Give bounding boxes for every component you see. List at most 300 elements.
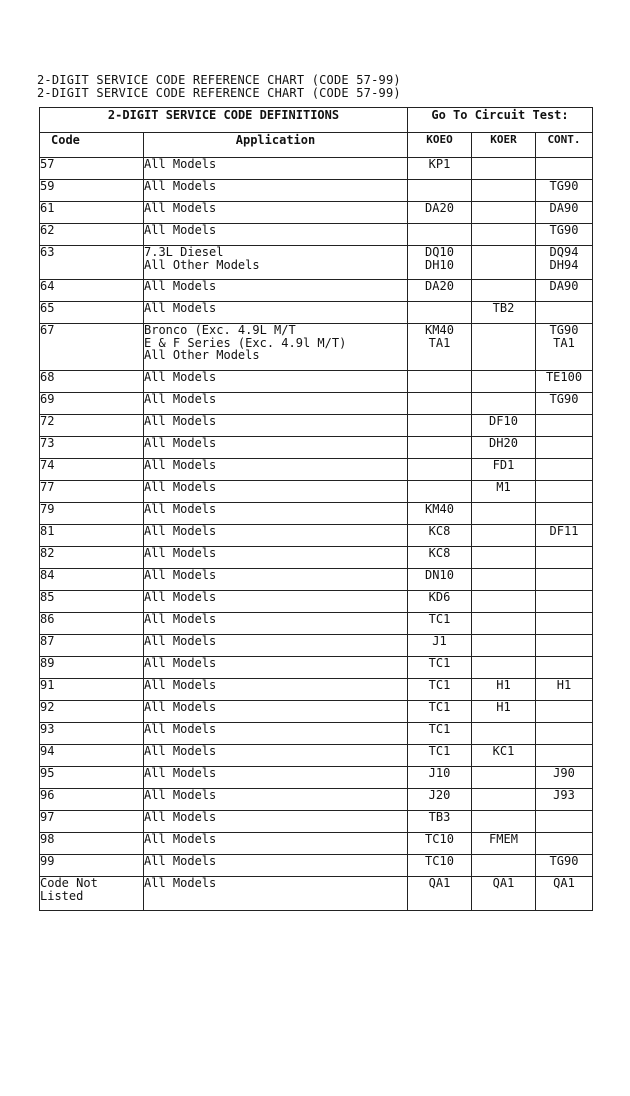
koer-cell: [472, 613, 536, 635]
code-cell: [40, 503, 144, 525]
cont-cell: [536, 877, 593, 911]
code-cell-text: 93: [40, 722, 55, 736]
table-row: [40, 459, 593, 481]
code-cell: [40, 635, 144, 657]
koeo-cell-text: TC1: [428, 612, 451, 626]
application-cell: [144, 246, 408, 280]
application-cell-text: All Models: [144, 832, 217, 846]
code-cell: [40, 224, 144, 246]
application-cell: [144, 481, 408, 503]
application-cell-text: Bronco (Exc. 4.9L M/T: [144, 323, 296, 337]
table-row: [40, 525, 593, 547]
koer-cell: [472, 158, 536, 180]
code-cell: [40, 180, 144, 202]
application-cell-text: E & F Series (Exc. 4.9l M/T): [144, 335, 347, 350]
code-column-header: Code: [40, 133, 144, 158]
cont-cell-text: TG90: [549, 854, 579, 868]
koeo-cell-text: KC8: [428, 546, 451, 560]
table-row: [40, 613, 593, 635]
koeo-cell-text: J10: [428, 766, 451, 780]
table-row: [40, 246, 593, 280]
code-cell: [40, 459, 144, 481]
code-cell-text: 79: [40, 502, 55, 516]
cont-cell: [536, 459, 593, 481]
cont-cell-text: DA90: [549, 279, 579, 293]
table-row: [40, 723, 593, 745]
code-cell: [40, 613, 144, 635]
koeo-cell-text: QA1: [428, 876, 451, 890]
code-cell: [40, 437, 144, 459]
cont-cell: [536, 833, 593, 855]
koeo-cell: [408, 679, 472, 701]
code-cell-text: 84: [40, 568, 55, 582]
koeo-cell-text: DH10: [425, 257, 454, 272]
koeo-cell: [408, 745, 472, 767]
koeo-cell: [408, 657, 472, 679]
cont-cell-text: DF11: [549, 524, 579, 538]
code-cell-text: 64: [40, 279, 55, 293]
koeo-cell: [408, 415, 472, 437]
code-cell: [40, 877, 144, 911]
koer-cell: [472, 180, 536, 202]
cont-cell-text: TG90: [549, 179, 579, 193]
code-cell-text: Code Not: [40, 876, 98, 890]
application-cell-text: All Models: [144, 700, 217, 714]
koeo-cell-text: TC1: [428, 722, 451, 736]
koer-cell-text: KC1: [492, 744, 515, 758]
koeo-cell-text: KD6: [428, 590, 451, 604]
code-cell: [40, 679, 144, 701]
service-code-table: [39, 107, 593, 911]
koer-cell-text: DF10: [489, 414, 518, 428]
code-cell-text: 85: [40, 590, 55, 604]
table-row: [40, 158, 593, 180]
table-row: [40, 481, 593, 503]
code-cell-text: 82: [40, 546, 55, 560]
koeo-cell-text: TC1: [428, 656, 451, 670]
code-cell-text: 87: [40, 634, 55, 648]
koer-cell-text: TB2: [492, 301, 515, 315]
koeo-cell: [408, 437, 472, 459]
koeo-cell-text: DA20: [425, 279, 454, 293]
cont-cell: [536, 789, 593, 811]
code-cell: [40, 280, 144, 302]
koeo-cell-text: J20: [428, 788, 451, 802]
koer-cell: [472, 811, 536, 833]
koer-cell-text: QA1: [492, 876, 515, 890]
koeo-cell-text: KM40: [425, 323, 454, 337]
cont-cell: [536, 371, 593, 393]
table-row: [40, 180, 593, 202]
application-cell-text: All Models: [144, 634, 217, 648]
cont-cell-text: DH94: [549, 257, 579, 272]
application-cell-text: All Models: [144, 436, 217, 450]
koer-cell: [472, 679, 536, 701]
application-cell: [144, 767, 408, 789]
cont-cell: [536, 324, 593, 371]
code-cell: [40, 371, 144, 393]
application-cell: [144, 393, 408, 415]
application-cell: [144, 701, 408, 723]
application-cell: [144, 723, 408, 745]
cont-cell: [536, 569, 593, 591]
koeo-cell: [408, 459, 472, 481]
code-cell: [40, 324, 144, 371]
koer-cell-text: FMEM: [489, 832, 518, 846]
chart-title: 2-DIGIT SERVICE CODE REFERENCE CHART (CODE 57-99): [37, 73, 401, 87]
koer-cell: [472, 855, 536, 877]
goto-circuit-header: Go To Circuit Test:: [408, 108, 593, 133]
application-cell-text: All Models: [144, 612, 217, 626]
koer-cell: [472, 789, 536, 811]
application-cell: [144, 591, 408, 613]
chart-title: 2-DIGIT SERVICE CODE REFERENCE CHART (CODE 57-99): [37, 86, 401, 100]
cont-cell: [536, 481, 593, 503]
code-cell-text: 94: [40, 744, 55, 758]
code-cell-text: 89: [40, 656, 55, 670]
code-cell-text: 61: [40, 201, 55, 215]
cont-cell: [536, 246, 593, 280]
koeo-cell: [408, 701, 472, 723]
koeo-column-header: KOEO: [408, 133, 472, 158]
cont-cell-text: DA90: [549, 201, 579, 215]
cont-cell: [536, 701, 593, 723]
koer-cell: [472, 393, 536, 415]
cont-cell: [536, 437, 593, 459]
koeo-cell-text: TA1: [428, 335, 451, 350]
application-cell: [144, 833, 408, 855]
application-cell-text: All Models: [144, 502, 217, 516]
cont-cell: [536, 811, 593, 833]
code-cell: [40, 302, 144, 324]
koeo-cell-text: TC1: [428, 678, 451, 692]
koer-cell-text: FD1: [492, 458, 515, 472]
application-cell-text: All Models: [144, 370, 217, 384]
code-cell: [40, 767, 144, 789]
cont-cell-text: TG90: [549, 223, 579, 237]
cont-cell: [536, 547, 593, 569]
koer-cell: [472, 324, 536, 371]
application-cell: [144, 745, 408, 767]
koeo-cell: [408, 302, 472, 324]
koer-cell-text: M1: [496, 480, 511, 494]
koeo-cell: [408, 503, 472, 525]
application-cell-text: All Models: [144, 279, 217, 293]
koer-cell: [472, 525, 536, 547]
application-cell-text: All Models: [144, 546, 217, 560]
application-cell-text: All Models: [144, 656, 217, 670]
koer-cell: [472, 503, 536, 525]
cont-cell-text: TA1: [553, 335, 575, 350]
application-cell-text: All Models: [144, 876, 217, 890]
koeo-cell: [408, 525, 472, 547]
koeo-cell: [408, 811, 472, 833]
code-cell: [40, 789, 144, 811]
koeo-cell-text: DN10: [425, 568, 454, 582]
koer-cell: [472, 202, 536, 224]
table-row: [40, 324, 593, 371]
koeo-cell-text: KM40: [425, 502, 454, 516]
table-row: [40, 657, 593, 679]
table-row: [40, 701, 593, 723]
koeo-cell-text: TC10: [425, 854, 454, 868]
application-cell-text: 7.3L Diesel: [144, 245, 224, 259]
koeo-cell-text: DA20: [425, 201, 454, 215]
code-cell: [40, 481, 144, 503]
application-cell: [144, 547, 408, 569]
table-row: [40, 767, 593, 789]
table-row: [40, 371, 593, 393]
cont-cell-text: J90: [553, 766, 575, 780]
application-cell: [144, 437, 408, 459]
application-cell: [144, 302, 408, 324]
koeo-cell: [408, 371, 472, 393]
application-cell: [144, 811, 408, 833]
code-cell: [40, 158, 144, 180]
cont-cell: [536, 224, 593, 246]
application-cell: [144, 657, 408, 679]
table-row: [40, 679, 593, 701]
code-cell: [40, 745, 144, 767]
koeo-cell: [408, 767, 472, 789]
cont-cell: [536, 202, 593, 224]
koeo-cell-text: KC8: [428, 524, 451, 538]
cont-column-header: CONT.: [536, 133, 593, 158]
koeo-cell: [408, 635, 472, 657]
koeo-cell-text: KP1: [428, 157, 451, 171]
code-cell-text: 74: [40, 458, 55, 472]
code-cell-text: 86: [40, 612, 55, 626]
cont-cell: [536, 679, 593, 701]
code-cell-text: 96: [40, 788, 55, 802]
definitions-header: 2-DIGIT SERVICE CODE DEFINITIONS: [40, 108, 408, 133]
koer-cell: [472, 280, 536, 302]
cont-cell: [536, 302, 593, 324]
code-cell: [40, 525, 144, 547]
application-cell: [144, 503, 408, 525]
table-row: [40, 393, 593, 415]
application-cell: [144, 324, 408, 371]
application-cell: [144, 158, 408, 180]
koer-cell: [472, 415, 536, 437]
code-cell-text: 91: [40, 678, 55, 692]
code-cell: [40, 591, 144, 613]
koer-cell-text: H1: [496, 678, 511, 692]
koeo-cell: [408, 158, 472, 180]
application-cell-text: All Models: [144, 722, 217, 736]
application-cell-text: All Models: [144, 157, 217, 171]
application-cell-text: All Models: [144, 201, 217, 215]
application-cell-text: All Models: [144, 179, 217, 193]
application-cell: [144, 877, 408, 911]
koer-cell: [472, 371, 536, 393]
koeo-cell-text: TC1: [428, 744, 451, 758]
code-cell: [40, 811, 144, 833]
application-cell: [144, 202, 408, 224]
cont-cell: [536, 635, 593, 657]
koeo-cell: [408, 481, 472, 503]
cont-cell-text: TE100: [545, 370, 583, 384]
code-cell-text: 81: [40, 524, 55, 538]
code-cell: [40, 701, 144, 723]
application-cell: [144, 525, 408, 547]
koeo-cell: [408, 591, 472, 613]
code-cell: [40, 415, 144, 437]
table-row: [40, 280, 593, 302]
koeo-cell-text: DQ10: [425, 245, 454, 259]
koer-cell: [472, 459, 536, 481]
code-cell: [40, 393, 144, 415]
application-cell-text: All Models: [144, 810, 217, 824]
koer-cell: [472, 723, 536, 745]
cont-cell: [536, 280, 593, 302]
koer-cell: [472, 745, 536, 767]
application-cell: [144, 789, 408, 811]
application-cell: [144, 569, 408, 591]
code-cell: [40, 569, 144, 591]
koeo-cell: [408, 246, 472, 280]
application-cell: [144, 459, 408, 481]
application-cell-text: All Models: [144, 392, 217, 406]
cont-cell-text: TG90: [549, 392, 579, 406]
koer-cell: [472, 302, 536, 324]
code-cell: [40, 855, 144, 877]
cont-cell-text: H1: [556, 678, 572, 692]
table-row: [40, 811, 593, 833]
cont-cell: [536, 503, 593, 525]
koer-cell: [472, 569, 536, 591]
code-cell-text: 59: [40, 179, 55, 193]
code-cell-text: 99: [40, 854, 55, 868]
table-row: [40, 745, 593, 767]
application-cell-text: All Models: [144, 458, 217, 472]
code-cell: [40, 723, 144, 745]
cont-cell-text: J93: [553, 788, 575, 802]
table-row: [40, 635, 593, 657]
code-cell-text: 73: [40, 436, 55, 450]
code-cell-text: 97: [40, 810, 55, 824]
koeo-cell: [408, 613, 472, 635]
koeo-cell: [408, 789, 472, 811]
cont-cell: [536, 415, 593, 437]
koer-cell: [472, 547, 536, 569]
table-row: [40, 789, 593, 811]
koer-column-header: KOER: [472, 133, 536, 158]
application-cell-text: All Models: [144, 301, 217, 315]
cont-cell: [536, 657, 593, 679]
koer-cell: [472, 833, 536, 855]
cont-cell: [536, 158, 593, 180]
koer-cell: [472, 437, 536, 459]
application-cell: [144, 679, 408, 701]
code-cell-text: 63: [40, 245, 55, 259]
cont-cell: [536, 393, 593, 415]
code-cell-text: 68: [40, 370, 55, 384]
application-cell-text: All Other Models: [144, 348, 260, 362]
table-row: [40, 833, 593, 855]
application-cell: [144, 180, 408, 202]
code-cell-text: 72: [40, 414, 55, 428]
koeo-cell: [408, 202, 472, 224]
cont-cell-text: TG90: [549, 323, 579, 337]
cont-cell: [536, 745, 593, 767]
code-cell-text: 95: [40, 766, 55, 780]
code-cell: [40, 833, 144, 855]
application-cell-text: All Models: [144, 568, 217, 582]
application-cell-text: All Models: [144, 854, 217, 868]
table-row: [40, 591, 593, 613]
cont-cell: [536, 525, 593, 547]
koeo-cell-text: TC1: [428, 700, 451, 714]
application-cell: [144, 415, 408, 437]
cont-cell: [536, 180, 593, 202]
application-cell-text: All Models: [144, 788, 217, 802]
cont-cell: [536, 855, 593, 877]
koeo-cell: [408, 280, 472, 302]
koeo-cell: [408, 723, 472, 745]
application-cell: [144, 280, 408, 302]
koer-cell: [472, 877, 536, 911]
koer-cell: [472, 767, 536, 789]
table-row: [40, 202, 593, 224]
koeo-cell-text: TC10: [425, 832, 454, 846]
koer-cell: [472, 224, 536, 246]
code-cell: [40, 246, 144, 280]
koer-cell-text: DH20: [489, 436, 518, 450]
code-cell: [40, 657, 144, 679]
chart-titles: [37, 74, 401, 100]
code-cell-text: 69: [40, 392, 55, 406]
koer-cell: [472, 246, 536, 280]
koer-cell-text: H1: [496, 700, 511, 714]
koeo-cell: [408, 833, 472, 855]
koer-cell: [472, 481, 536, 503]
koer-cell: [472, 701, 536, 723]
koeo-cell: [408, 224, 472, 246]
cont-cell: [536, 613, 593, 635]
application-cell-text: All Models: [144, 678, 217, 692]
koer-cell: [472, 591, 536, 613]
table-row: [40, 877, 593, 911]
table-row: [40, 302, 593, 324]
table-row: [40, 547, 593, 569]
koer-cell: [472, 635, 536, 657]
code-cell-text: 98: [40, 832, 55, 846]
application-cell-text: All Models: [144, 590, 217, 604]
table-row: [40, 569, 593, 591]
cont-cell-text: QA1: [553, 876, 575, 890]
code-cell: [40, 547, 144, 569]
koeo-cell: [408, 855, 472, 877]
application-cell-text: All Models: [144, 744, 217, 758]
code-cell-text: 77: [40, 480, 55, 494]
application-cell-text: All Models: [144, 414, 217, 428]
application-cell: [144, 371, 408, 393]
koeo-cell: [408, 324, 472, 371]
application-cell: [144, 635, 408, 657]
koeo-cell: [408, 547, 472, 569]
koeo-cell-text: J1: [432, 634, 447, 648]
code-cell-text: 57: [40, 157, 55, 171]
application-cell-text: All Other Models: [144, 257, 260, 272]
code-cell: [40, 202, 144, 224]
application-cell: [144, 224, 408, 246]
koeo-cell: [408, 569, 472, 591]
table-body: [40, 158, 593, 911]
koeo-cell: [408, 180, 472, 202]
koeo-cell-text: TB3: [428, 810, 451, 824]
code-cell-text: 92: [40, 700, 55, 714]
